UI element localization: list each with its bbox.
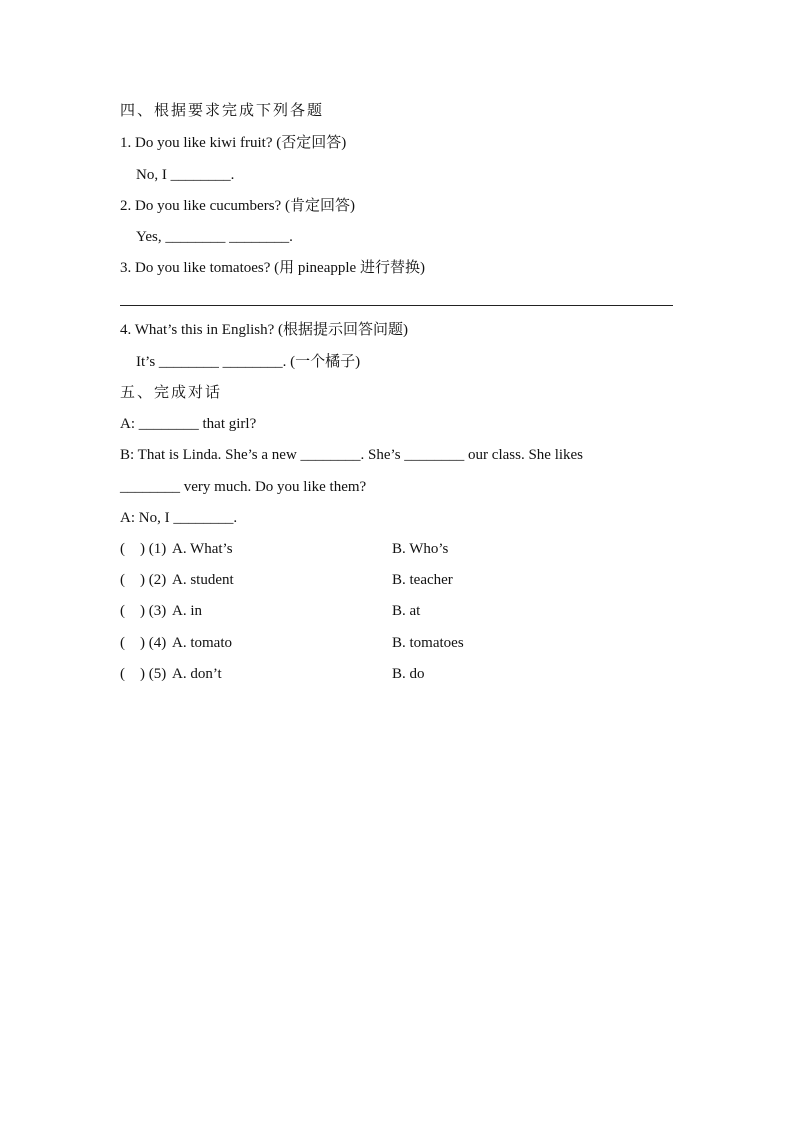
choice-5-option-b: B. do [392, 666, 425, 682]
choice-row-3 [120, 602, 680, 620]
choice-4-option-b: B. tomatoes [392, 635, 464, 651]
choice-3-option-b: B. at [392, 603, 421, 619]
choice-5-option-a: A. don’t [172, 666, 222, 682]
answer-3-writing-line [120, 305, 673, 306]
question-2: 2. Do you like cucumbers? (肯定回答) [120, 198, 355, 214]
choice-row-5 [120, 665, 680, 683]
section-4-heading: 四、根据要求完成下列各题 [120, 103, 325, 119]
dialogue-line-1: A: ________ that girl? [120, 416, 257, 432]
dialogue-line-2: B: That is Linda. She’s a new ________. She’s ________ our class. She likes [120, 447, 584, 463]
choice-bracket-4: ( ) (4) [120, 635, 167, 651]
question-1: 1. Do you like kiwi fruit? (否定回答) [120, 135, 347, 151]
choice-bracket-5: ( ) (5) [120, 666, 167, 682]
choice-2-option-b: B. teacher [392, 572, 453, 588]
choice-bracket-2: ( ) (2) [120, 572, 167, 588]
choice-row-4 [120, 634, 680, 652]
choice-1-option-b: B. Who’s [392, 541, 449, 557]
choice-2-option-a: A. student [172, 572, 234, 588]
dialogue-line-3: ________ very much. Do you like them? [120, 479, 367, 495]
answer-2: Yes, ________ ________. [136, 229, 293, 245]
question-3: 3. Do you like tomatoes? (用 pineapple 进行替换) [120, 260, 425, 276]
answer-4: It’s ________ ________. (一个橘子) [136, 354, 361, 370]
question-4: 4. What’s this in English? (根据提示回答问题) [120, 322, 409, 338]
choice-bracket-1: ( ) (1) [120, 541, 167, 557]
choice-bracket-3: ( ) (3) [120, 603, 167, 619]
dialogue-line-4: A: No, I ________. [120, 510, 238, 526]
choice-row-1 [120, 540, 680, 558]
choice-4-option-a: A. tomato [172, 635, 232, 651]
choice-1-option-a: A. What’s [172, 541, 233, 557]
choice-3-option-a: A. in [172, 603, 202, 619]
choice-row-2 [120, 571, 680, 589]
section-5-heading: 五、完成对话 [120, 385, 223, 401]
answer-1: No, I ________. [136, 167, 235, 183]
